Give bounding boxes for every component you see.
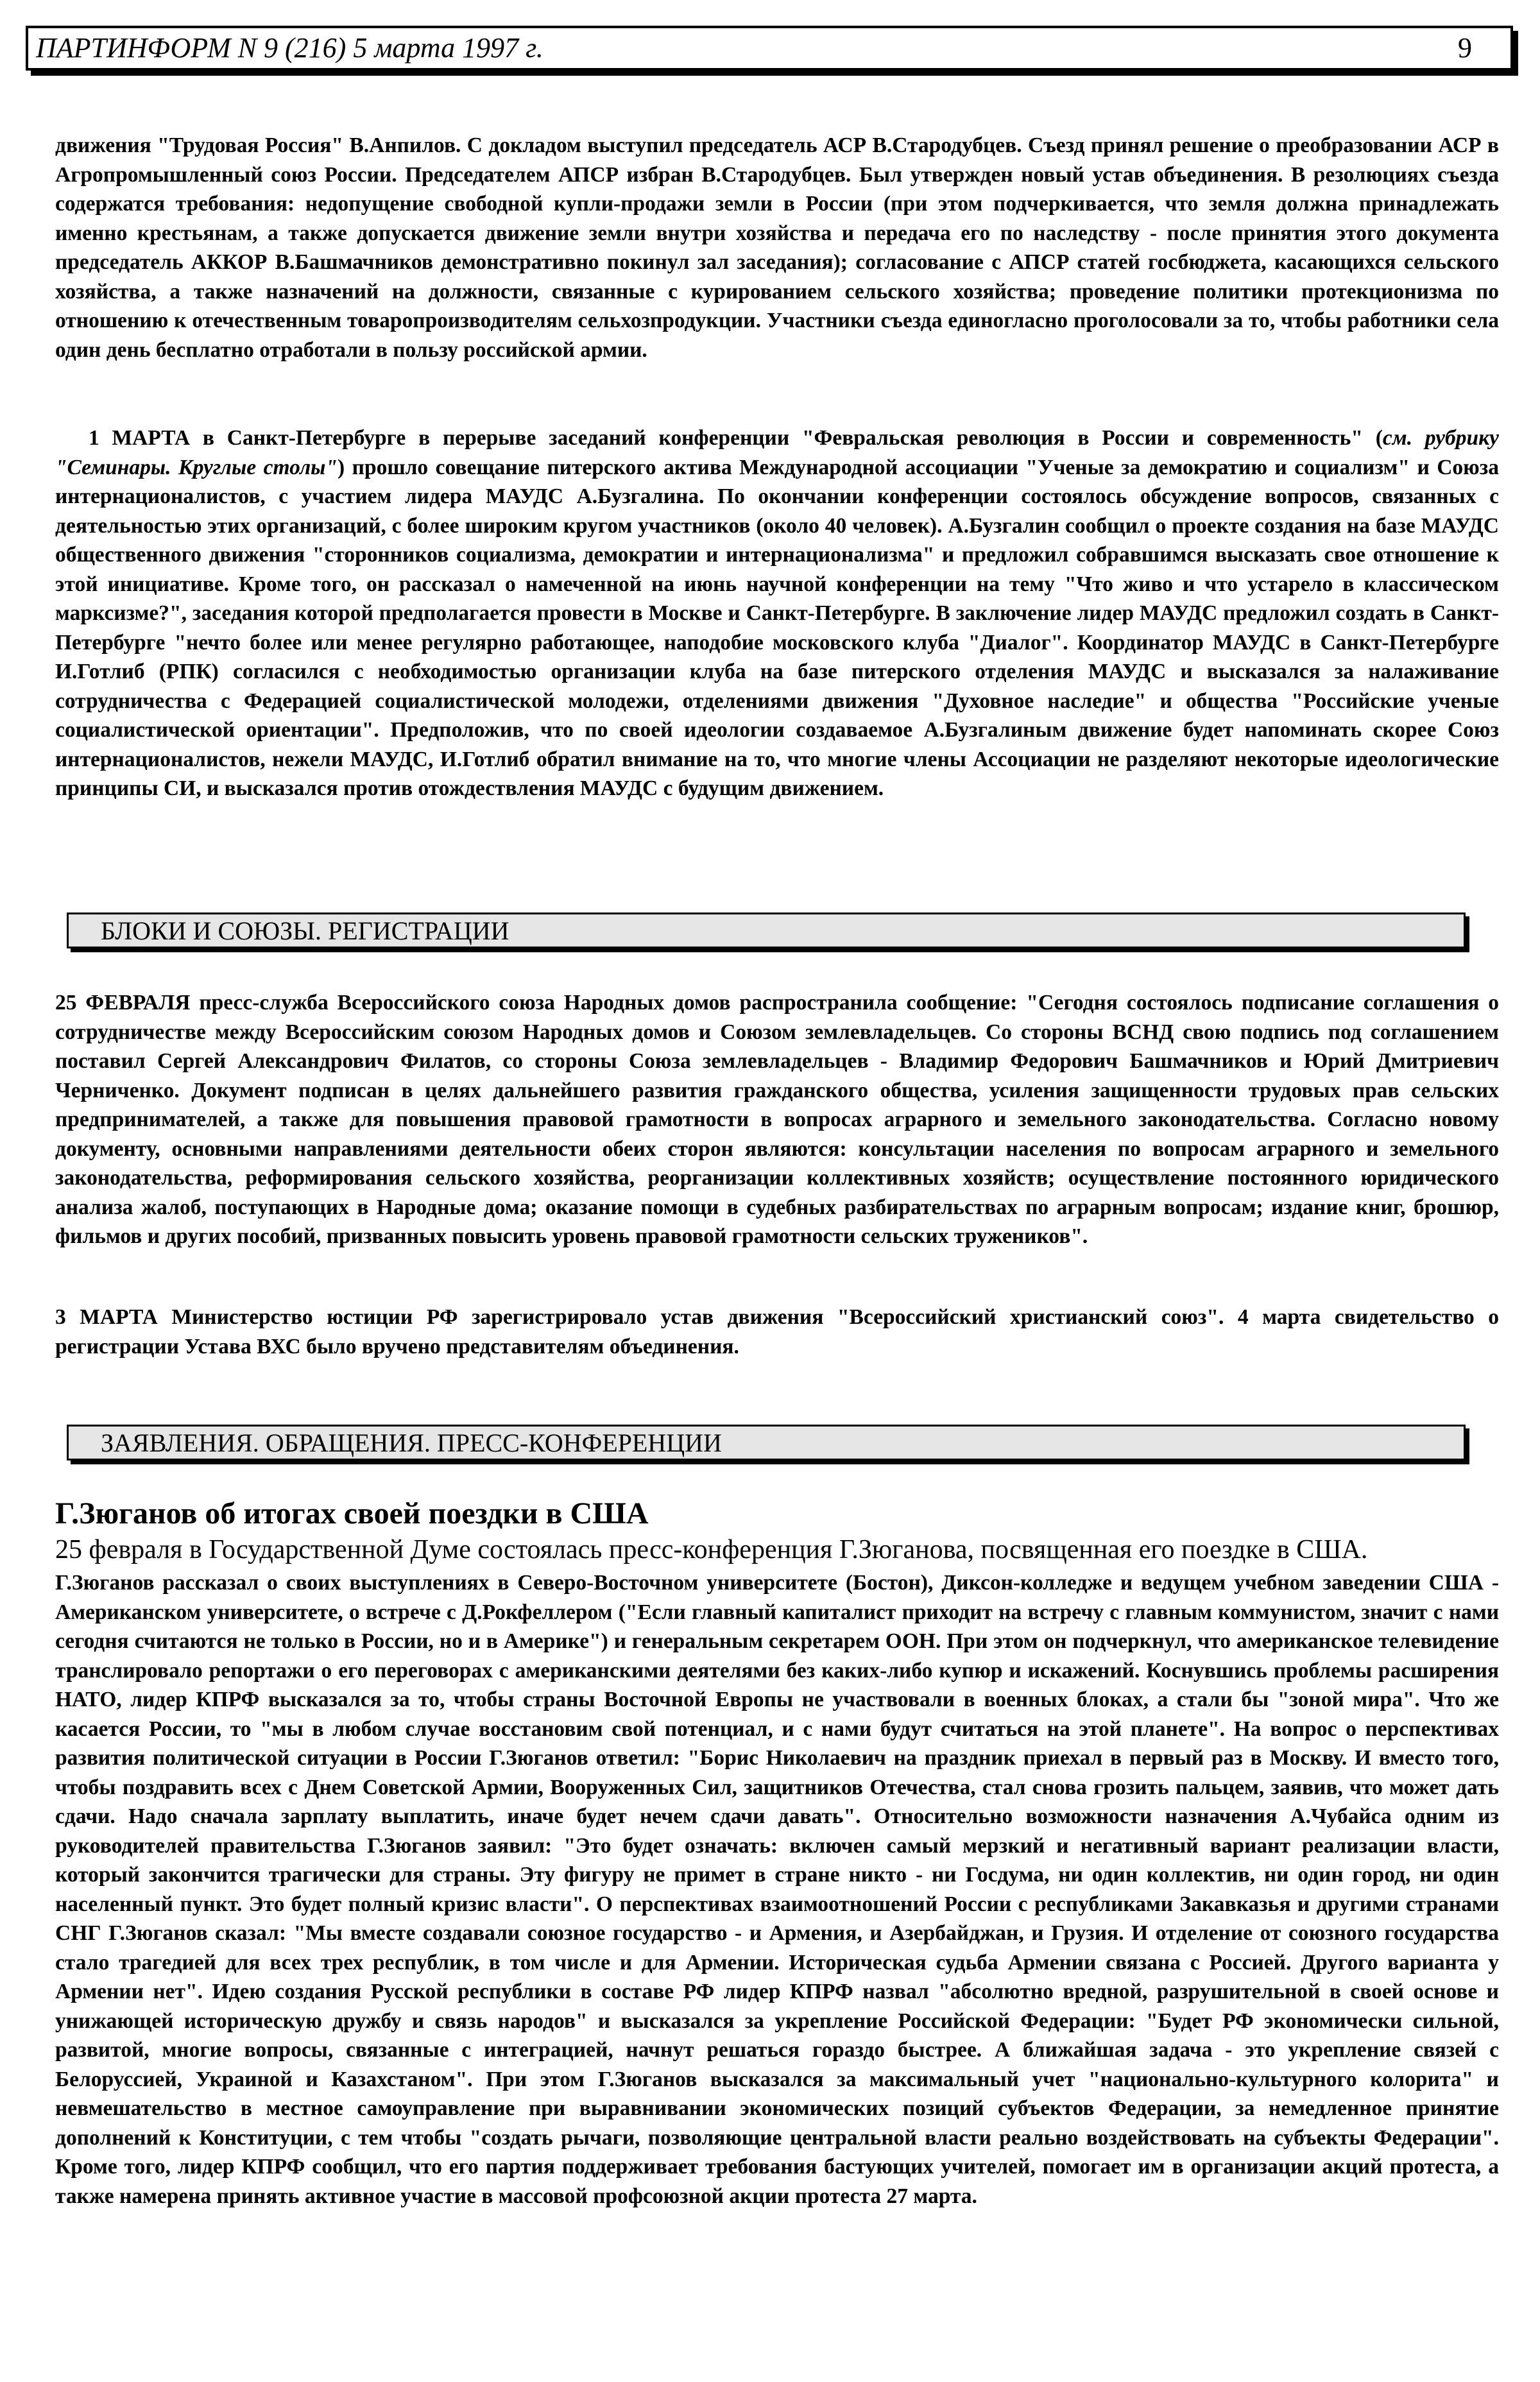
article-lead: 25 февраля в Государственной Думе состоялась пресс-конференция Г.Зюганова, посвященная его поездке в США. xyxy=(55,1535,1368,1564)
paragraph-congress: движения "Трудовая Россия" В.Анпилов. С докладом выступил председатель АСР В.Стародубцев. Съезд принял решение о преобразовании АСР в Агропромышленный союз России. Председателем АПСР избран В.Стародубцев. Был утвержден новый устав объединения. В резолюциях съезда содержатся требования: недопущение свободной купли-продажи земли в России (при этом подчеркивается, что земля должна принадлежать именно крестьянам, а также допускается движение земли внутри хозяйства и передача его по наследству - после принятия этого документа председатель АККОР В.Башмачников демонстративно покинул зал заседания); согласование с АПСР статей госбюджета, касающихся сельского хозяйства, а также назначений на должности, связанные с курированием сельского хозяйства; проведение политики протекционизма по отношению к отечественным товаропроизводителям сельхозпродукции. Участники съезда единогласно проголосовали за то, чтобы работники села один день бесплатно отработали в пользу российской армии. xyxy=(55,133,1499,362)
publication-title: ПАРТИНФОРМ N 9 (216) 5 марта 1997 г. xyxy=(36,32,543,64)
section-header-blocs xyxy=(67,913,1466,948)
page-number: 9 xyxy=(1458,32,1472,64)
paragraph-march-3: 3 МАРТА Министерство юстиции РФ зарегистрировало устав движения "Всероссийский христианский союз". 4 марта свидетельство о регистрации Устава ВХС было вручено представителям объединения. xyxy=(55,1305,1499,1358)
section-title: ЗАЯВЛЕНИЯ. ОБРАЩЕНИЯ. ПРЕСС-КОНФЕРЕНЦИИ xyxy=(101,1428,722,1457)
section-title: БЛОКИ И СОЮЗЫ. РЕГИСТРАЦИИ xyxy=(101,916,509,945)
section-header-statements xyxy=(67,1425,1466,1461)
rubric-reference: см. рубрику "Семинары. Круглые столы" xyxy=(55,426,1499,479)
article-title: Г.Зюганов об итогах своей поездки в США xyxy=(55,1496,649,1530)
article-body: Г.Зюганов рассказал о своих выступлениях в Северо-Восточном университете (Бостон), Диксон-колледже и ведущем учебном заведении США - Американском университете, о встрече с Д.Рокфеллером ("Если главный капиталист приходит на встречу с главным коммунистом, значит с нами сегодня считаются не только в России, но и в Америке") и генеральным секретарем ООН. При этом он подчеркнул, что американское телевидение транслировало репортажи о его переговорах с американскими деятелями без каких-либо купюр и искажений. Коснувшись проблемы расширения НАТО, лидер КПРФ высказался за то, чтобы страны Восточной Европы не участвовали в военных блоках, а стали бы "зоной мира". Что же касается России, то "мы в любом случае восстановим свой потенциал, и с нами будут считаться на этой планете". На вопрос о перспективах развития политической ситуации в России Г.Зюганов ответил: "Борис Николаевич на праздник приехал в первый раз в Москву. И вместо того, чтобы поздравить всех с Днем Советской Армии, Вооруженных Сил, защитников Отечества, стал снова грозить пальцем, заявив, что может дать сдачи. Надо сначала зарплату выплатить, иначе будет нечем сдачи давать". Относительно возможности назначения А.Чубайса одним из руководителей правительства Г.Зюганов заявил: "Это будет означать: включен самый мерзкий и негативный вариант реализации власти, который закончится трагически для страны. Эту фигуру не примет в стране никто - ни Госдума, ни один коллектив, ни один город, ни один населенный пункт. Это будет полный кризис власти". О перспективах взаимоотношений России с республиками Закавказья и другими странами СНГ Г.Зюганов сказал: "Мы вместе создавали союзное государство - и Армения, и Азербайджан, и Грузия. И отделение от союзного государства стало трагедией для всех трех республик, в том числе и для Армении. Историческая судьба Армении связана с Россией. Другого варианта у Армении нет". Идею создания Русской республики в составе РФ лидер КПРФ назвал "абсолютно вредной, разрушительной в своей основе и унижающей историческую дружбу и связь народов" и высказался за укрепление Российской Федерации: "Будет РФ экономически сильной, развитой, многие вопросы, связанные с интеграцией, начнут решаться гораздо быстрее. А ближайшая задача - это укрепление связей с Белоруссией, Украиной и Казахстаном". При этом Г.Зюганов высказался за максимальный учет "национально-культурного колорита" и невмешательство в местное самоуправление при выравнивании экономических позиций субъектов Федерации, за немедленное принятие дополнений к Конституции, с тем чтобы "создать рычаги, позволяющие центральной власти реально воздействовать на субъекты Федерации". Кроме того, лидер КПРФ сообщил, что его партия поддерживает требования бастующих учителей, помогает им в организации акций протеста, а также намерена принять активное участие в массовой профсоюзной акции протеста 27 марта. xyxy=(55,1571,1499,2208)
paragraph-march-1 xyxy=(55,424,1499,803)
paragraph-march-1-rest: ) прошло совещание питерского актива Международной ассоциации "Ученые за демократию и социализм" и Союза интернационалистов, с участием лидера МАУДС А.Бузгалина. По окончании конференции состоялось обсуждение вопросов, связанных с деятельностью этих организаций, с более широким кругом участников (около 40 человек). А.Бузгалин сообщил о проекте создания на базе МАУДС общественного движения "сторонников социализма, демократии и интернационализма" и предложил собравшимся высказать свое отношение к этой инициативе. Кроме того, он рассказал о намеченной на июнь научной конференции на тему "Что живо и что устарело в классическом марксизме?", заседания которой предполагается провести в Москве и Санкт-Петербурге. В заключение лидер МАУДС предложил создать в Санкт-Петербурге "нечто более или менее регулярно работающее, наподобие московского клуба "Диалог". Координатор МАУДС в Санкт-Петербурге И.Готлиб (РПК) согласился с необходимостью организации клуба на базе питерского отделения МАУДС и высказался за налаживание сотрудничества с Федерацией социалистической молодежи, отделениями движения "Духовное наследие" и общества "Российские ученые социалистической ориентации". Предположив, что по своей идеологии создаваемое А.Бузгалиным движение будет напоминать скорее Союз интернационалистов, нежели МАУДС, И.Готлиб обратил внимание на то, что многие члены Ассоциации не разделяют некоторые идеологические принципы СИ, и высказался против отождествления МАУДС с будущим движением. xyxy=(55,455,1499,800)
paragraph-march-1-start: 1 МАРТА в Санкт-Петербурге в перерыве заседаний конференции "Февральская революция в России и современность" ( xyxy=(89,426,1383,450)
page-header xyxy=(26,26,1513,71)
paragraph-february-25: 25 ФЕВРАЛЯ пресс-служба Всероссийского союза Народных домов распространила сообщение: "Сегодня состоялось подписание соглашения о сотрудничестве между Всероссийским союзом Народных домов и Союзом землевладельцев. Со стороны ВСНД свою подпись под соглашением поставил Сергей Александрович Филатов, со стороны Союза землевладельцев - Владимир Федорович Башмачников и Юрий Дмитриевич Черниченко. Документ подписан в целях дальнейшего развития гражданского общества, усиления защищенности трудовых прав сельских предпринимателей, а также для повышения правовой грамотности в вопросах аграрного и земельного законодательства. Согласно новому документу, основными направлениями деятельности обеих сторон являются: консультации населения по вопросам аграрного и земельного законодательства, реформирования сельского хозяйства, реорганизации коллективных хозяйств; осуществление постоянного юридического анализа жалоб, поступающих в Народные дома; оказание помощи в судебных разбирательствах по аграрным вопросам; издание книг, брошюр, фильмов и других пособий, призванных повысить уровень правовой грамотности сельских тружеников". xyxy=(55,991,1499,1248)
